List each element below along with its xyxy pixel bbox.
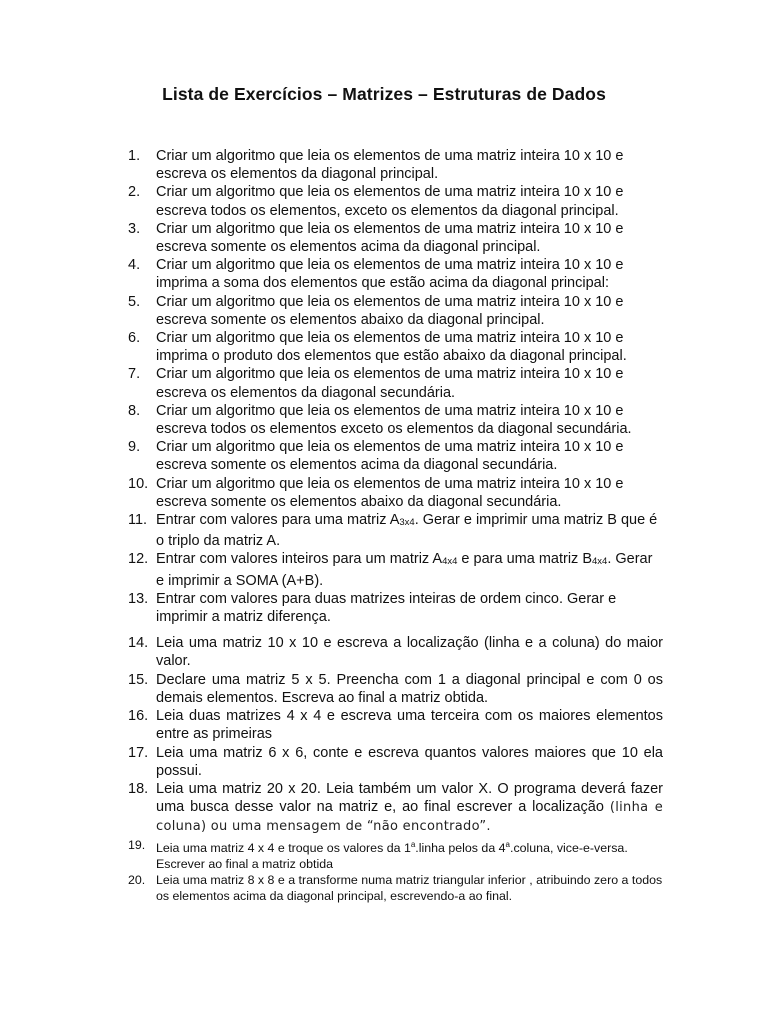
exercise-item (128, 402, 663, 438)
exercise-number: 14. (128, 635, 149, 652)
exercise-number: 13. (128, 590, 149, 607)
exercise-number: 18. (128, 780, 149, 797)
exercise-number: 17. (128, 744, 149, 761)
exercise-item (128, 475, 663, 511)
matrix-index: 4x4 (591, 556, 608, 568)
exercise-item (128, 147, 663, 183)
exercise-text: Criar um algoritmo que leia os elementos de uma matriz inteira 10 x 10 e escreva os elementos da diagonal secundária. (156, 366, 624, 401)
exercise-text: Criar um algoritmo que leia os elementos de uma matriz inteira 10 x 10 e escreva os elementos da diagonal principal. (156, 148, 624, 183)
exercise-number: 8. (128, 402, 141, 419)
exercise-text (156, 841, 628, 871)
exercise-item (128, 329, 663, 365)
exercise-text: Criar um algoritmo que leia os elementos de uma matriz inteira 10 x 10 e escreva somente os elementos abaixo da diagonal principal. (156, 293, 624, 328)
exercise-text-part: .coluna, vice-e-versa. Escrever ao final a matriz obtida (156, 840, 628, 871)
exercise-text-part: Leia uma matriz 4 x 4 e troque os valores da 1 (156, 840, 411, 855)
exercise-item (128, 590, 663, 626)
exercise-text (156, 780, 663, 837)
matrix-index: 4x4 (442, 556, 458, 568)
exercise-text: Criar um algoritmo que leia os elementos de uma matriz inteira 10 x 10 e escreva somente os elementos acima da diagonal principal. (156, 220, 624, 256)
exercise-text-part: e para uma matriz B (457, 551, 592, 568)
exercise-item (128, 438, 663, 474)
exercise-number: 20. (128, 872, 146, 887)
exercise-number: 9. (128, 439, 141, 456)
exercise-number: 2. (128, 184, 141, 201)
exercise-text: Criar um algoritmo que leia os elementos de uma matriz inteira 10 x 10 e escreva todos os elementos, exceto os elementos da diagonal principal. (156, 184, 624, 219)
exercise-item (128, 744, 663, 780)
exercise-number: 5. (128, 293, 141, 310)
exercise-text: Leia uma matriz 10 x 10 e escreva a localização (linha e a coluna) do maior valor. (156, 635, 663, 670)
exercise-list (128, 147, 663, 904)
matrix-index: 3x4 (399, 517, 415, 529)
exercise-number: 19. (128, 837, 146, 852)
exercise-item (128, 365, 663, 401)
exercise-text: Declare uma matriz 5 x 5. Preencha com 1 a diagonal principal e com 0 os demais elementos. Escreva ao final a matriz obtida. (156, 671, 663, 706)
exercise-number: 15. (128, 671, 149, 688)
exercise-number: 10. (128, 475, 149, 492)
exercise-text-part: . Gerar e imprimir a SOMA (A+B). (156, 551, 653, 589)
exercise-number: 7. (128, 366, 141, 383)
exercise-text-part: Leia uma matriz 20 x 20. Leia também um valor X. O programa deverá fazer uma busca desse valor na matriz e, ao final escrever a localização (156, 780, 663, 816)
exercise-text-tail: (linha e coluna) ou uma mensagem de “não encontrado”. (156, 800, 664, 835)
exercise-item (128, 780, 663, 837)
exercise-item (128, 671, 663, 707)
exercise-item (128, 837, 663, 872)
exercise-item (128, 256, 663, 292)
exercise-item (128, 634, 663, 670)
exercise-item (128, 293, 663, 329)
exercise-item (128, 550, 663, 589)
exercise-text: Leia uma matriz 6 x 6, conte e escreva quantos valores maiores que 10 ela possui. (156, 744, 663, 779)
exercise-text (156, 512, 657, 549)
exercise-text-part: .linha pelos da 4 (415, 840, 506, 855)
exercise-item (128, 511, 663, 550)
ordinal-indicator: a (505, 839, 510, 849)
exercise-number: 6. (128, 330, 141, 347)
ordinal-indicator: a (410, 839, 416, 849)
exercise-number: 16. (128, 708, 149, 725)
exercise-text: Leia uma matriz 8 x 8 e a transforme numa matriz triangular inferior , atribuindo zero a todos os elementos acima da diagonal principal, escrevendo-a ao final. (156, 872, 663, 903)
exercise-text: Criar um algoritmo que leia os elementos de uma matriz inteira 10 x 10 e escreva somente os elementos abaixo da diagonal secundária. (156, 475, 624, 510)
exercise-item (128, 183, 663, 219)
exercise-text: Entrar com valores para duas matrizes inteiras de ordem cinco. Gerar e imprimir a matriz diferença. (156, 590, 617, 626)
exercise-text (156, 551, 652, 588)
exercise-number: 1. (128, 148, 141, 164)
exercise-number: 4. (128, 257, 141, 274)
exercise-text: Criar um algoritmo que leia os elementos de uma matriz inteira 10 x 10 e escreva todos os elementos exceto os elementos da diagonal secundária. (156, 402, 632, 438)
exercise-number: 3. (128, 220, 141, 237)
exercise-item (128, 220, 663, 256)
exercise-text-part: Entrar com valores para uma matriz A (156, 512, 400, 529)
exercise-text: Criar um algoritmo que leia os elementos de uma matriz inteira 10 x 10 e imprima a soma dos elementos que estão acima da diagonal principal: (156, 257, 624, 292)
exercise-text: Criar um algoritmo que leia os elementos de uma matriz inteira 10 x 10 e escreva somente os elementos acima da diagonal secundária. (156, 439, 624, 474)
exercise-number: 12. (128, 551, 149, 568)
page-title: Lista de Exercícios – Matrizes – Estruturas de Dados (162, 84, 606, 104)
exercise-text-part: . Gerar e imprimir uma matriz B que é o triplo da matriz A. (156, 512, 658, 550)
exercise-number: 11. (128, 512, 148, 529)
exercise-item (128, 872, 663, 904)
exercise-text: Criar um algoritmo que leia os elementos de uma matriz inteira 10 x 10 e imprima o produto dos elementos que estão abaixo da diagonal principal. (156, 330, 627, 365)
exercise-text-part: Entrar com valores inteiros para um matriz A (156, 551, 443, 568)
exercise-text: Leia duas matrizes 4 x 4 e escreva uma terceira com os maiores elementos entre as primeiras (156, 708, 663, 743)
exercise-item (128, 707, 663, 743)
